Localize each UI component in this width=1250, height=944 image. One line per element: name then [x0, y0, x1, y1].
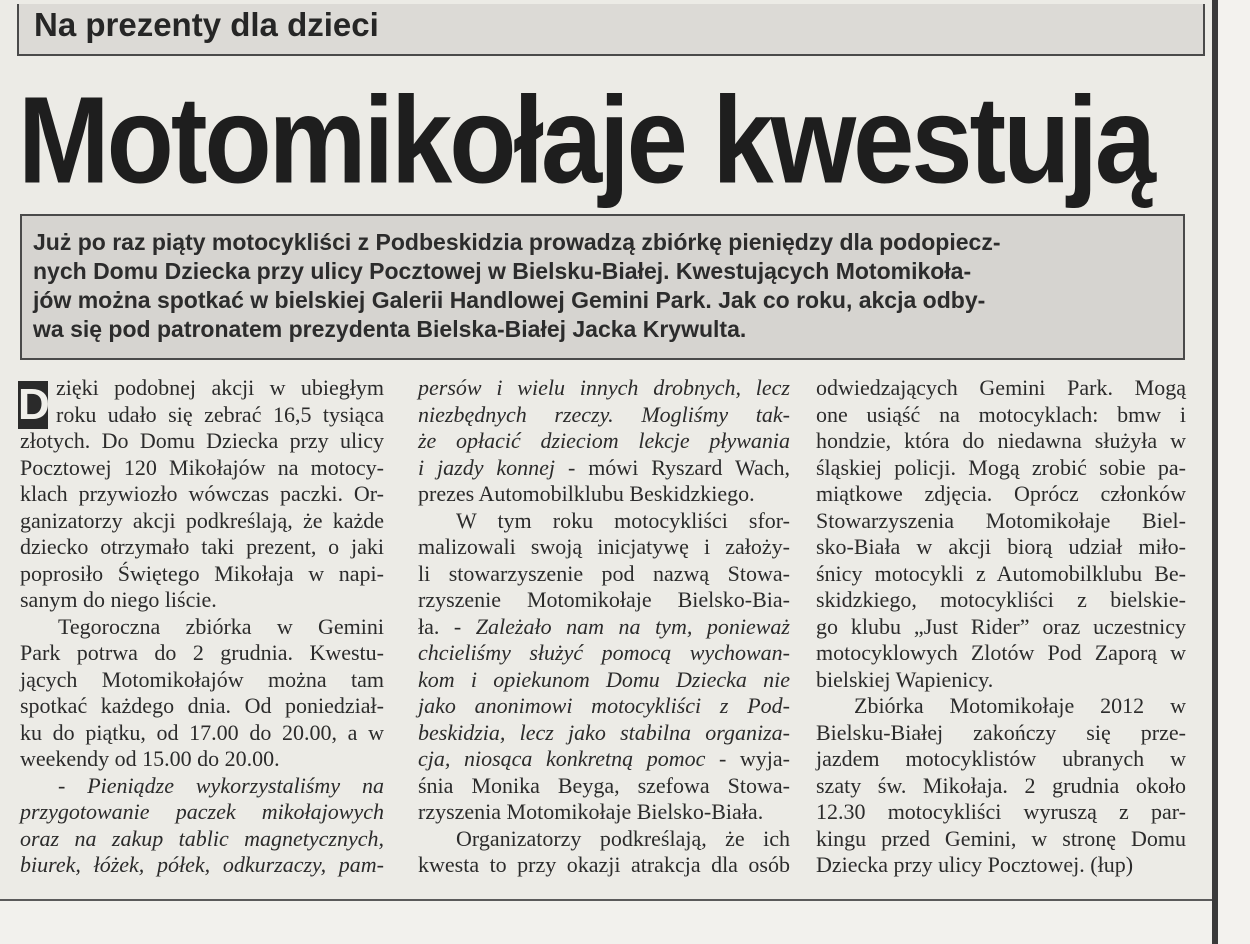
quote-line: kom i opiekunom Domu Dziecka nie	[418, 666, 790, 692]
text-line: poprosiło Świętego Mikołaja w napi-	[20, 560, 384, 586]
text-line: skidzkiego, motocykliści z bielskie-	[816, 587, 1186, 612]
lead-line: nych Domu Dziecka przy ulicy Pocztowej w Bielsku-Białej. Kwestujących Motomikoła-	[33, 258, 972, 284]
bottom-margin	[0, 900, 1212, 944]
lead-paragraph	[33, 228, 1183, 344]
quote-line: chcieliśmy służyć pomocą wychowan-	[418, 640, 790, 665]
text-line: śląskiej policji. Mogą zrobić sobie pa-	[816, 454, 1186, 480]
lead-line: wa się pod patronatem prezydenta Bielska-Białej Jacka Krywulta.	[33, 316, 747, 342]
text-line: motocyklowych Zlotów Pod Zaporą w	[816, 640, 1186, 665]
text-line: malizowali swoją inicjatywę i założy-	[418, 534, 790, 559]
text-line: śnia Monika Beyga, szefowa Stowa-	[418, 772, 790, 798]
text-line: szaty św. Mikołaja. 2 grudnia około	[816, 772, 1186, 798]
quote-line: - Pieniądze wykorzystaliśmy na	[58, 772, 384, 798]
quote-line: niezbędnych rzeczy. Mogliśmy tak-	[418, 401, 790, 427]
text-line: roku udało się zebrać 16,5 tysiąca	[56, 401, 384, 427]
quote-line: beskidzia, lecz jako stabilna organiza-	[418, 719, 790, 745]
quote-line: przygotowanie paczek mikołajowych	[20, 799, 384, 824]
text-line: odwiedzających Gemini Park. Mogą	[816, 375, 1186, 400]
text-line: miątkowe zdjęcia. Oprócz członków	[816, 481, 1186, 506]
text-line: jących Motomikołajów można tam	[20, 666, 384, 692]
text-line: sko-Biała w akcji biorą udział miło-	[816, 534, 1186, 559]
kicker-text: Na prezenty dla dzieci	[34, 6, 379, 43]
text-line: ku do piątku, od 17.00 do 20.00, a w	[20, 719, 384, 745]
text-line: Organizatorzy podkreślają, że ich	[456, 825, 790, 851]
text-line: kwesta to przy okazji atrakcja dla osób	[418, 852, 790, 877]
text-line: Park potrwa do 2 grudnia. Kwestu-	[20, 640, 384, 665]
quote-fragment: - Zależało nam na tym, ponieważ	[439, 613, 790, 639]
text-line: zięki podobnej akcji w ubiegłym	[56, 375, 384, 400]
text-line: Dziecka przy ulicy Pocztowej. (łup)	[816, 852, 1134, 877]
text-line: złotych. Do Domu Dziecka przy ulicy	[20, 428, 384, 453]
text-line: hondzie, która do niedawna służyła w	[816, 428, 1186, 453]
text-fragment: ła.	[418, 613, 440, 639]
text-line: ganizatorzy akcji podkreślają, że każde	[20, 507, 384, 533]
text-line: rzyszenia Motomikołaje Bielsko-Biała.	[418, 799, 764, 824]
quote-fragment: i jazdy konnej	[418, 454, 556, 480]
quote-line: jako anonimowi motocykliści z Pod-	[418, 693, 790, 718]
text-line	[418, 614, 790, 641]
text-line: śnicy motocykli z Automobilklubu Be-	[816, 560, 1186, 586]
quote-line: oraz na zakup tablic magnetycznych,	[20, 825, 384, 851]
text-line: Stowarzyszenia Motomikołaje Biel-	[816, 507, 1186, 533]
quote-line: że opłacić dzieciom lekcje pływania	[418, 428, 790, 453]
text-line: li stowarzyszenie pod nazwą Stowa-	[418, 560, 790, 586]
column-2	[418, 375, 790, 879]
text-line: 12.30 motocykliści wyruszą z par-	[816, 799, 1186, 824]
text-line: spotkać każdego dnia. Od poniedział-	[20, 693, 384, 718]
column-1	[20, 375, 384, 879]
attribution-fragment: - mówi Ryszard Wach,	[555, 454, 790, 480]
text-line: W tym roku motocykliści sfor-	[456, 507, 790, 533]
column-3	[816, 375, 1186, 879]
text-line: bielskiej Wapienicy.	[816, 666, 994, 692]
text-line: sanym do niego liście.	[20, 587, 217, 612]
lead-line: jów można spotkać w bielskiej Galerii Handlowej Gemini Park. Jak co roku, akcja odby-	[33, 287, 986, 313]
text-line: kingu przed Gemini, w stronę Domu	[816, 825, 1186, 851]
text-line: klach przywiozło wówczas paczki. Or-	[20, 481, 384, 506]
headline: Motomikołaje kwestują	[18, 71, 1154, 210]
quote-fragment: cja, niosąca konkretną pomoc	[418, 746, 706, 771]
text-line	[418, 746, 790, 773]
text-line: rzyszenie Motomikołaje Bielsko-Bia-	[418, 587, 790, 612]
text-line: Bielsku-Białej zakończy się prze-	[816, 719, 1186, 745]
text-line: weekendy od 15.00 do 20.00.	[20, 746, 280, 771]
quote-line: biurek, łóżek, półek, odkurzaczy, pam-	[20, 852, 384, 877]
lead-line: Już po raz piąty motocykliści z Podbeskidzia prowadzą zbiórkę pieniędzy dla podopiecz-	[33, 229, 1001, 255]
text-line: Pocztowej 120 Mikołajów na motocy-	[20, 454, 384, 480]
page-margin	[1218, 0, 1250, 944]
text-line: prezes Automobilklubu Beskidzkiego.	[418, 481, 755, 506]
attribution-fragment: - wyja-	[705, 746, 791, 771]
text-line: go klubu „Just Rider” oraz uczestnicy	[816, 613, 1186, 639]
bottom-rule	[0, 899, 1212, 901]
text-line: one usiąść na motocyklach: bmw i	[816, 401, 1186, 427]
text-line: jazdem motocyklistów ubranych w	[816, 746, 1186, 771]
text-line: dziecko otrzymało taki prezent, o jaki	[20, 534, 384, 559]
text-line	[418, 455, 790, 482]
drop-cap: D	[18, 380, 50, 429]
text-line: Tegoroczna zbiórka w Gemini	[58, 613, 384, 639]
quote-line: persów i wielu innych drobnych, lecz	[418, 375, 790, 400]
text-line: Zbiórka Motomikołaje 2012 w	[854, 693, 1186, 718]
